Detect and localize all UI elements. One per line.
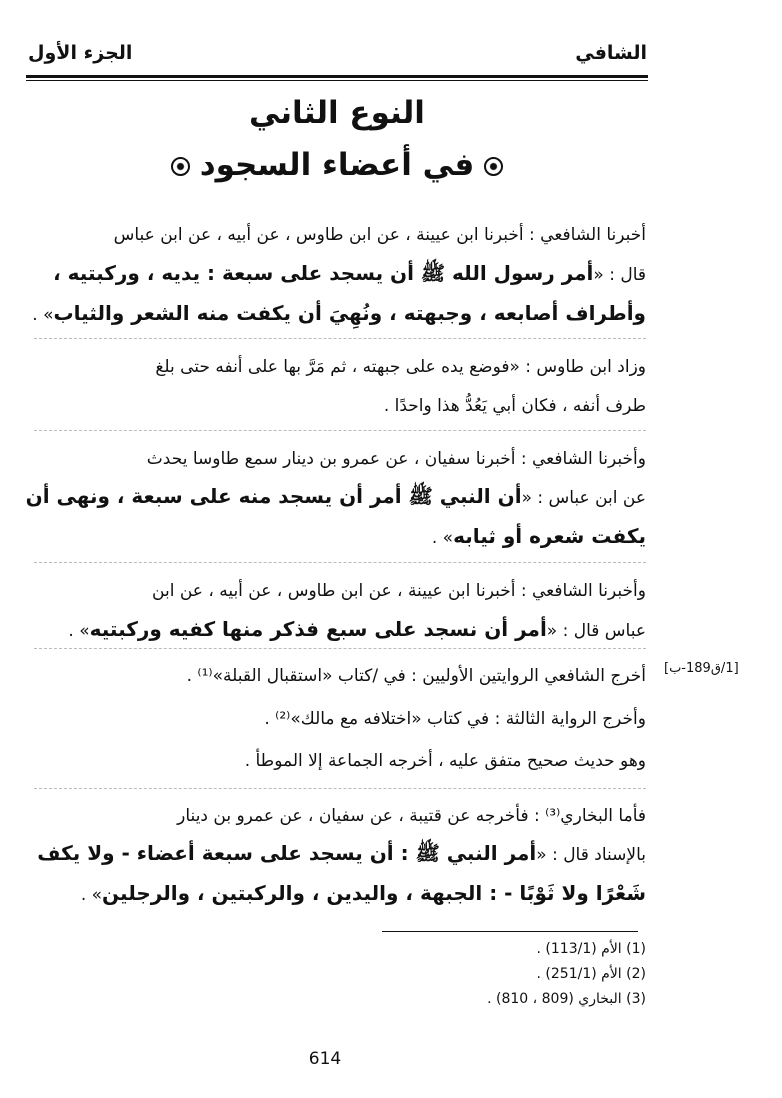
line-plain: طرف أنفه ، فكان أبي يَعُدُّ هذا واحدًا . <box>383 396 646 416</box>
running-header-title: الشافي <box>575 42 647 64</box>
line-tail: » . <box>68 621 90 641</box>
text-line <box>34 876 646 912</box>
line-tail: » . <box>431 528 454 548</box>
line-plain: وأخبرنا الشافعي : أخبرنا سفيان ، عن عمرو بن دينار سمع طاوسا يحدث <box>146 449 646 469</box>
line-bold: يكفت شعره أو ثيابه <box>453 524 646 548</box>
text-line <box>34 742 646 778</box>
page-number: 614 <box>308 1049 342 1069</box>
line-bold: وأطراف أصابعه ، وجبهته ، ونُهِيَ أن يكفت منه الشعر والثياب <box>53 301 646 325</box>
text-line <box>34 216 646 252</box>
paragraph-separator <box>34 430 646 431</box>
manuscript-folio-note: [1/ق189-ب] <box>664 661 739 676</box>
text-line <box>34 348 646 384</box>
text-line <box>34 612 646 648</box>
text-line <box>34 296 646 332</box>
text-line <box>34 700 646 736</box>
footnote-rule <box>382 931 638 932</box>
line-plain: بالإسناد قال : « <box>536 845 646 865</box>
header-rule-thick <box>26 75 648 78</box>
text-line <box>34 256 646 292</box>
text-line <box>34 657 646 693</box>
footnote: (2) الأم (251/1) . <box>536 966 646 982</box>
line-plain: فأما البخاري⁽³⁾ : فأخرجه عن قتيبة ، عن سفيان ، عن عمرو بن دينار <box>177 806 646 826</box>
running-header-volume: الجزء الأول <box>28 42 133 64</box>
line-plain: عباس قال : « <box>546 621 646 641</box>
text-line <box>34 387 646 423</box>
paragraph-separator <box>34 562 646 563</box>
line-plain: وأخبرنا الشافعي : أخبرنا ابن عيينة ، عن ابن طاوس ، عن أبيه ، عن ابن <box>152 581 646 601</box>
text-line <box>34 836 646 872</box>
line-tail: » . <box>32 305 54 325</box>
line-plain: قال : « <box>593 265 646 285</box>
section-heading: النوع الثاني <box>249 95 425 131</box>
paragraph-separator <box>34 788 646 789</box>
footnote: (1) الأم (113/1) . <box>536 941 646 957</box>
line-plain: وأخرج الرواية الثالثة : في كتاب «اختلافه مع مالك»⁽²⁾ . <box>264 709 646 729</box>
ornament-icon <box>484 157 503 176</box>
text-line <box>25 479 646 515</box>
text-line <box>34 440 646 476</box>
line-bold: شَعْرًا ولا ثَوْبًا - : الجبهة ، واليدين ، والركبتين ، والرجلين <box>102 881 646 905</box>
paragraph-separator <box>34 338 646 339</box>
header-rule-thin <box>26 80 648 81</box>
line-plain: وهو حديث صحيح متفق عليه ، أخرجه الجماعة إلا الموطأ . <box>244 751 646 771</box>
section-subheading <box>26 147 648 183</box>
line-bold: أمر النبي ﷺ : أن يسجد على سبعة أعضاء - ولا يكف <box>37 841 537 865</box>
text-line <box>34 797 646 833</box>
line-plain: أخرج الشافعي الروايتين الأوليين : في /كتاب «استقبال القبلة»⁽¹⁾ . <box>186 666 646 686</box>
text-line <box>34 572 646 608</box>
footnote: (3) البخاري (809 ، 810) . <box>487 991 646 1007</box>
line-bold: أمر أن نسجد على سبع فذكر منها كفيه وركبتيه <box>89 617 547 641</box>
line-plain: وزاد ابن طاوس : «فوضع يده على جبهته ، ثم مَرَّ بها على أنفه حتى بلغ <box>155 357 646 377</box>
paragraph-separator <box>34 648 646 649</box>
subheading-text: في أعضاء السجود <box>199 147 475 183</box>
line-bold: أن النبي ﷺ أمر أن يسجد منه على سبعة ، ونهى أن <box>25 484 522 508</box>
text-line <box>34 519 646 555</box>
line-plain: أخبرنا الشافعي : أخبرنا ابن عيينة ، عن ابن طاوس ، عن أبيه ، عن ابن عباس <box>113 225 646 245</box>
line-plain: عن ابن عباس : « <box>521 488 646 508</box>
line-bold: أمر رسول الله ﷺ أن يسجد على سبعة : يديه ، وركبتيه ، <box>53 261 594 285</box>
line-tail: » . <box>80 885 103 905</box>
ornament-icon <box>171 157 190 176</box>
